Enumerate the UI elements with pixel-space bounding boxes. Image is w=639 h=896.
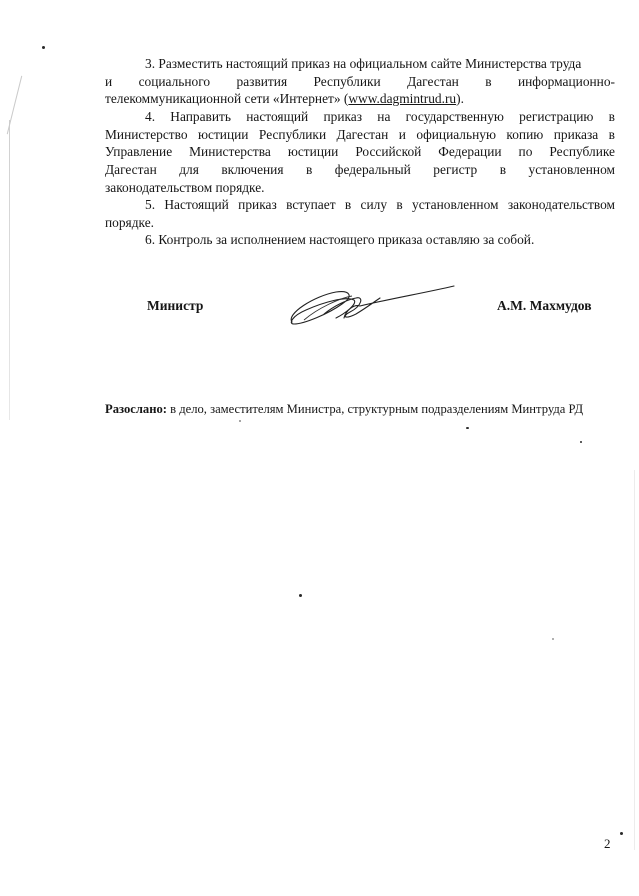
scan-speck [552, 638, 554, 640]
distribution-list [105, 402, 625, 417]
scan-speck [239, 420, 241, 422]
paragraph-line: 3. Разместить настоящий приказ на официальном сайте Министерства труда [145, 56, 582, 71]
text-segment: ). [456, 91, 464, 107]
scan-speck [620, 832, 623, 835]
scan-speck [580, 441, 582, 443]
paragraph-line: Управление Министерства юстиции Российской Федерации по Республике [105, 144, 615, 160]
paragraph-line: 4. Направить настоящий приказ на государственную регистрацию в [145, 109, 615, 124]
website-link[interactable]: www.dagmintrud.ru [348, 91, 457, 107]
distribution-text: в дело, заместителям Министра, структурным подразделениям Минтруда РД [166, 402, 584, 416]
paragraph-line: 5. Настоящий приказ вступает в силу в установленном законодательством [145, 197, 615, 212]
paragraph-line: законодательством порядке. [105, 179, 265, 195]
paragraph-6 [105, 231, 615, 249]
scan-edge-mark [7, 76, 22, 134]
signer-name: А.М. Махмудов [497, 298, 592, 313]
paragraph-line: Дагестан для включения в федеральный регистр в установленном [105, 162, 615, 178]
paragraph-line: Министерство юстиции Республики Дагестан и официальную копию приказа в [105, 126, 615, 142]
paragraph-line: и социального развития Республики Дагестан в информационно- [105, 73, 615, 89]
scan-speck [42, 46, 45, 49]
scan-edge-mark [634, 470, 635, 850]
handwritten-signature [284, 284, 456, 330]
scan-edge-mark [9, 120, 10, 420]
paragraph-line: порядке. [105, 214, 154, 230]
text-segment: телекоммуникационной сети «Интернет» ( [105, 91, 349, 107]
scan-speck [299, 594, 302, 597]
paragraph-line: 6. Контроль за исполнением настоящего приказа оставляю за собой. [145, 232, 535, 247]
paragraph-5 [105, 196, 615, 231]
paragraph-4 [105, 108, 615, 197]
paragraph-3 [105, 55, 615, 108]
paragraph-line [105, 90, 615, 108]
distribution-label: Разослано: [105, 402, 167, 416]
page-number: 2 [604, 836, 611, 851]
scan-speck [466, 427, 469, 429]
signer-title: Министр [147, 298, 204, 313]
signature-block [0, 298, 639, 332]
